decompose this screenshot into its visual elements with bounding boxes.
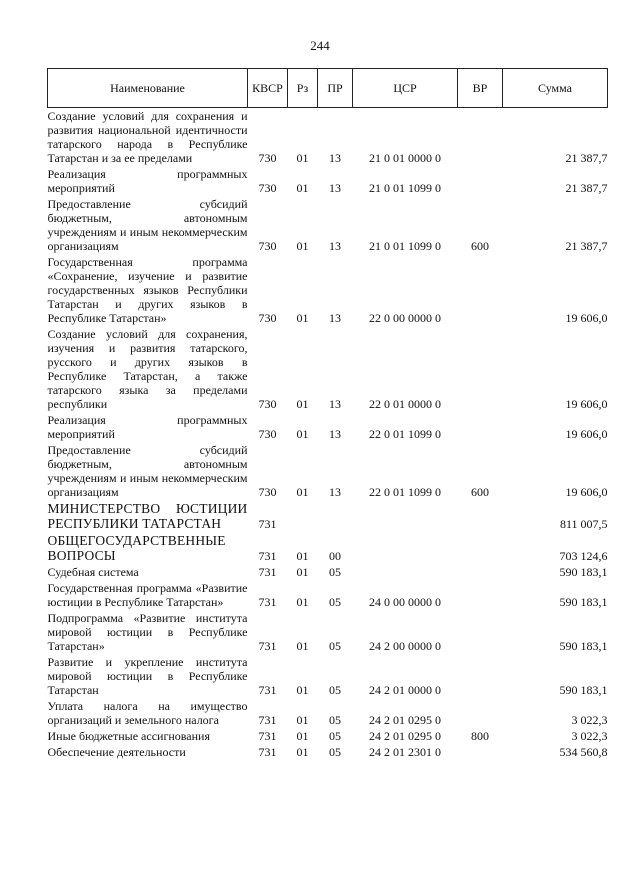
cell-pr: 13 bbox=[329, 311, 341, 325]
cell-vr bbox=[458, 326, 503, 412]
cell-vr bbox=[458, 610, 503, 654]
cell-csr bbox=[353, 532, 458, 564]
cell-csr: 24 2 01 0295 0 bbox=[369, 713, 441, 727]
cell-rz: 01 bbox=[296, 397, 309, 411]
cell-csr: 24 2 01 0295 0 bbox=[369, 729, 441, 743]
cell-pr: 13 bbox=[329, 485, 341, 499]
cell-name: МИНИСТЕРСТВО ЮСТИЦИИ РЕСПУБЛИКИ ТАТАРСТАН bbox=[47, 501, 248, 531]
cell-rz: 01 bbox=[296, 595, 309, 609]
cell-rz: 01 bbox=[296, 427, 309, 441]
cell-pr: 13 bbox=[329, 181, 341, 195]
cell-rz: 01 bbox=[296, 713, 309, 727]
table-row bbox=[48, 610, 608, 654]
header-pr: ПР bbox=[318, 69, 353, 108]
cell-vr: 600 bbox=[471, 485, 489, 499]
cell-name: Создание условий для сохранения и развития национальной идентичности татарского народа в Республике Татарстан и за ее пределами bbox=[47, 109, 248, 165]
cell-rz: 01 bbox=[296, 729, 309, 743]
cell-csr: 24 2 01 0000 0 bbox=[369, 683, 441, 697]
cell-vr bbox=[458, 580, 503, 610]
cell-kvsr: 731 bbox=[258, 729, 277, 743]
cell-name: Предоставление субсидий бюджетным, автономным учреждениям и иным некоммерческим организациям bbox=[47, 197, 248, 253]
cell-csr bbox=[353, 564, 458, 580]
cell-pr: 05 bbox=[329, 565, 341, 579]
header-sum: Сумма bbox=[503, 69, 608, 108]
table-row bbox=[48, 442, 608, 500]
cell-vr bbox=[458, 564, 503, 580]
page-number: 244 bbox=[310, 38, 330, 53]
cell-kvsr: 730 bbox=[258, 485, 277, 499]
cell-csr: 24 2 00 0000 0 bbox=[369, 639, 441, 653]
cell-rz: 01 bbox=[296, 311, 309, 325]
cell-vr bbox=[458, 654, 503, 698]
table-row bbox=[48, 196, 608, 254]
cell-csr: 21 0 01 1099 0 bbox=[369, 239, 441, 253]
cell-sum: 19 606,0 bbox=[565, 427, 608, 441]
cell-kvsr: 731 bbox=[258, 639, 277, 653]
cell-csr: 22 0 01 1099 0 bbox=[369, 427, 441, 441]
cell-sum: 21 387,7 bbox=[565, 151, 608, 165]
header-kvsr: КВСР bbox=[248, 69, 288, 108]
table-row bbox=[48, 500, 608, 532]
cell-csr bbox=[353, 500, 458, 532]
table-row bbox=[48, 412, 608, 442]
budget-table bbox=[47, 68, 608, 760]
cell-csr: 22 0 01 0000 0 bbox=[369, 397, 441, 411]
cell-csr: 21 0 01 0000 0 bbox=[369, 151, 441, 165]
cell-pr: 05 bbox=[329, 729, 341, 743]
cell-kvsr: 730 bbox=[258, 311, 277, 325]
cell-sum: 703 124,6 bbox=[559, 549, 608, 563]
cell-rz: 01 bbox=[296, 745, 309, 759]
cell-rz: 01 bbox=[296, 485, 309, 499]
cell-rz: 01 bbox=[296, 639, 309, 653]
cell-pr: 05 bbox=[329, 745, 341, 759]
cell-kvsr: 730 bbox=[258, 181, 277, 195]
cell-kvsr: 730 bbox=[258, 427, 277, 441]
cell-name: Судебная система bbox=[47, 565, 139, 579]
table-row bbox=[48, 698, 608, 728]
cell-rz: 01 bbox=[296, 549, 309, 563]
table-row bbox=[48, 254, 608, 326]
cell-csr: 22 0 01 1099 0 bbox=[369, 485, 441, 499]
cell-name: Обеспечение деятельности bbox=[47, 745, 186, 759]
cell-name: Создание условий для сохранения, изучения и развития татарского, русского и других языков в Республике Татарстан, а также татарского языка за пределами республики bbox=[47, 327, 248, 411]
cell-name: Иные бюджетные ассигнования bbox=[47, 729, 210, 743]
cell-kvsr: 731 bbox=[258, 683, 277, 697]
table-row bbox=[48, 564, 608, 580]
cell-sum: 590 183,1 bbox=[559, 565, 608, 579]
table-row bbox=[48, 580, 608, 610]
table-row bbox=[48, 166, 608, 196]
cell-csr: 24 2 01 2301 0 bbox=[369, 745, 441, 759]
cell-rz: 01 bbox=[296, 181, 309, 195]
cell-vr: 800 bbox=[471, 729, 489, 743]
cell-sum: 19 606,0 bbox=[565, 311, 608, 325]
cell-pr: 13 bbox=[329, 397, 341, 411]
cell-sum: 21 387,7 bbox=[565, 239, 608, 253]
cell-sum: 590 183,1 bbox=[559, 639, 608, 653]
table-row bbox=[48, 654, 608, 698]
cell-pr: 13 bbox=[329, 427, 341, 441]
cell-name: Уплата налога на имущество организаций и земельного налога bbox=[47, 699, 248, 727]
cell-rz: 01 bbox=[296, 239, 309, 253]
cell-pr: 05 bbox=[329, 639, 341, 653]
cell-vr bbox=[458, 254, 503, 326]
table-row bbox=[48, 744, 608, 760]
cell-pr: 13 bbox=[329, 151, 341, 165]
cell-name: Реализация программных мероприятий bbox=[47, 167, 248, 195]
cell-pr: 05 bbox=[329, 595, 341, 609]
cell-sum: 590 183,1 bbox=[559, 595, 608, 609]
cell-sum: 3 022,3 bbox=[571, 713, 608, 727]
table-row bbox=[48, 108, 608, 167]
table-header-row bbox=[48, 69, 608, 108]
cell-vr bbox=[458, 108, 503, 167]
cell-pr bbox=[318, 500, 353, 532]
header-rz: Рз bbox=[288, 69, 318, 108]
cell-kvsr: 731 bbox=[258, 565, 277, 579]
header-name: Наименование bbox=[48, 69, 248, 108]
cell-name: Развитие и укрепление института мировой юстиции в Республике Татарстан bbox=[47, 655, 248, 697]
cell-kvsr: 730 bbox=[258, 397, 277, 411]
cell-sum: 590 183,1 bbox=[559, 683, 608, 697]
cell-csr: 22 0 00 0000 0 bbox=[369, 311, 441, 325]
cell-name: Государственная программа «Сохранение, изучение и развитие государственных языков Республики Татарстан и других языков в Республике Татарстан» bbox=[47, 255, 248, 325]
cell-sum: 534 560,8 bbox=[559, 745, 608, 759]
table-row bbox=[48, 326, 608, 412]
cell-pr: 05 bbox=[329, 713, 341, 727]
cell-name: Реализация программных мероприятий bbox=[47, 413, 248, 441]
cell-vr bbox=[458, 500, 503, 532]
header-csr: ЦСР bbox=[353, 69, 458, 108]
cell-kvsr: 731 bbox=[258, 713, 277, 727]
cell-pr: 00 bbox=[329, 549, 341, 563]
cell-sum: 19 606,0 bbox=[565, 397, 608, 411]
header-vr: ВР bbox=[458, 69, 503, 108]
cell-kvsr: 731 bbox=[258, 549, 277, 563]
cell-csr: 21 0 01 1099 0 bbox=[369, 181, 441, 195]
cell-vr bbox=[458, 744, 503, 760]
cell-pr: 13 bbox=[329, 239, 341, 253]
cell-vr bbox=[458, 532, 503, 564]
cell-pr: 05 bbox=[329, 683, 341, 697]
cell-name: Предоставление субсидий бюджетным, автономным учреждениям и иным некоммерческим организациям bbox=[47, 443, 248, 499]
cell-vr bbox=[458, 166, 503, 196]
table-row bbox=[48, 532, 608, 564]
cell-kvsr: 730 bbox=[258, 151, 277, 165]
cell-sum: 19 606,0 bbox=[565, 485, 608, 499]
cell-sum: 811 007,5 bbox=[559, 517, 608, 531]
cell-kvsr: 731 bbox=[258, 745, 277, 759]
cell-rz bbox=[288, 500, 318, 532]
cell-sum: 21 387,7 bbox=[565, 181, 608, 195]
cell-csr: 24 0 00 0000 0 bbox=[369, 595, 441, 609]
cell-vr bbox=[458, 698, 503, 728]
cell-rz: 01 bbox=[296, 683, 309, 697]
cell-name: Подпрограмма «Развитие института мировой юстиции в Республике Татарстан» bbox=[47, 611, 248, 653]
cell-vr bbox=[458, 412, 503, 442]
table-row bbox=[48, 728, 608, 744]
cell-kvsr: 730 bbox=[258, 239, 277, 253]
cell-rz: 01 bbox=[296, 565, 309, 579]
cell-kvsr: 731 bbox=[258, 517, 277, 531]
cell-name: Государственная программа «Развитие юстиции в Республике Татарстан» bbox=[47, 581, 248, 609]
cell-vr: 600 bbox=[471, 239, 489, 253]
cell-name: ОБЩЕГОСУДАРСТВЕННЫЕ ВОПРОСЫ bbox=[47, 533, 226, 563]
cell-sum: 3 022,3 bbox=[571, 729, 608, 743]
cell-kvsr: 731 bbox=[258, 595, 277, 609]
cell-rz: 01 bbox=[296, 151, 309, 165]
